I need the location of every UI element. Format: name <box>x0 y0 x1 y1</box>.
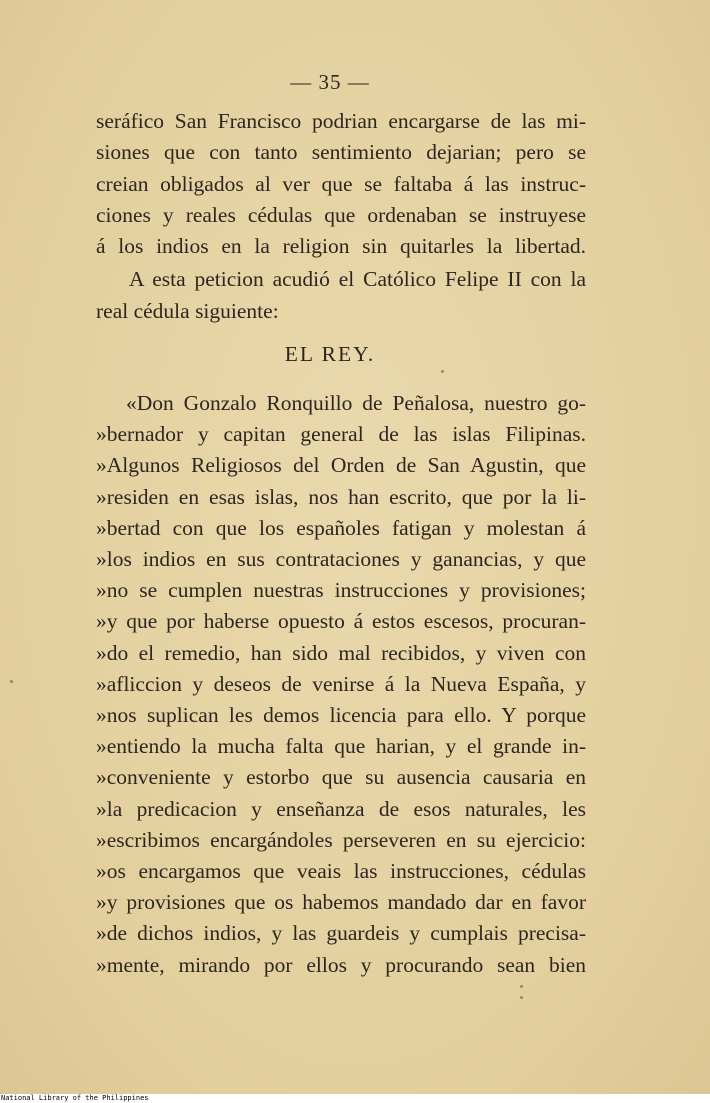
text-line: »nos suplican les demos licencia para ello. Y porque <box>96 703 586 727</box>
library-credit: National Library of the Philippines <box>0 1094 710 1103</box>
ink-speck <box>441 370 444 373</box>
text-line: »bertad con que los españoles fatigan y molestan á <box>96 515 586 540</box>
text-line: seráfico San Francisco podrian encargarse de las mi- <box>96 109 586 133</box>
text-line: »mente, mirando por ellos y procurando sean bien <box>96 952 586 977</box>
text-line: »os encargamos que veais las instrucciones, cédulas <box>96 859 586 883</box>
ink-speck <box>520 985 523 988</box>
text-line: á los indios en la religion sin quitarles la libertad. <box>96 234 586 259</box>
text-line: A esta peticion acudió el Católico Felipe II con la <box>129 267 586 291</box>
ink-speck <box>520 996 523 999</box>
text-line: »escribimos encargándoles perseveren en su ejercicio: <box>96 827 586 852</box>
text-line: ciones y reales cédulas que ordenaban se instruyese <box>96 202 586 227</box>
text-line: «Don Gonzalo Ronquillo de Peñalosa, nuestro go- <box>126 391 586 415</box>
text-line: »los indios en sus contrataciones y ganancias, y que <box>96 547 586 571</box>
text-line: creian obligados al ver que se faltaba á las instruc- <box>96 171 586 196</box>
text-line: »la predicacion y enseñanza de esos naturales, les <box>96 796 586 821</box>
ink-speck <box>10 680 13 683</box>
text-line: »do el remedio, han sido mal recibidos, y viven con <box>96 640 586 665</box>
section-heading: EL REY. <box>284 342 376 366</box>
text-line: »Algunos Religiosos del Orden de San Agustin, que <box>96 453 586 478</box>
text-line: »y que por haberse opuesto á estos escesos, procuran- <box>96 609 586 634</box>
text-line: siones que con tanto sentimiento dejarian; pero se <box>96 140 586 165</box>
text-line: »de dichos indios, y las guardeis y cumplais precisa- <box>96 921 586 946</box>
text-line: »y provisiones que os habemos mandado dar en favor <box>96 890 586 915</box>
text-line: »no se cumplen nuestras instrucciones y provisiones; <box>96 578 586 603</box>
page-number: — 35 — <box>290 70 370 94</box>
text-line: »afliccion y deseos de venirse á la Nueva España, y <box>96 671 586 696</box>
text-line: real cédula siguiente: <box>96 298 279 323</box>
text-line: »conveniente y estorbo que su ausencia causaria en <box>96 765 586 790</box>
text-line: »residen en esas islas, nos han escrito, que por la li- <box>96 484 586 509</box>
text-line: »entiendo la mucha falta que harian, y el grande in- <box>96 734 586 759</box>
text-line: »bernador y capitan general de las islas Filipinas. <box>96 422 586 447</box>
